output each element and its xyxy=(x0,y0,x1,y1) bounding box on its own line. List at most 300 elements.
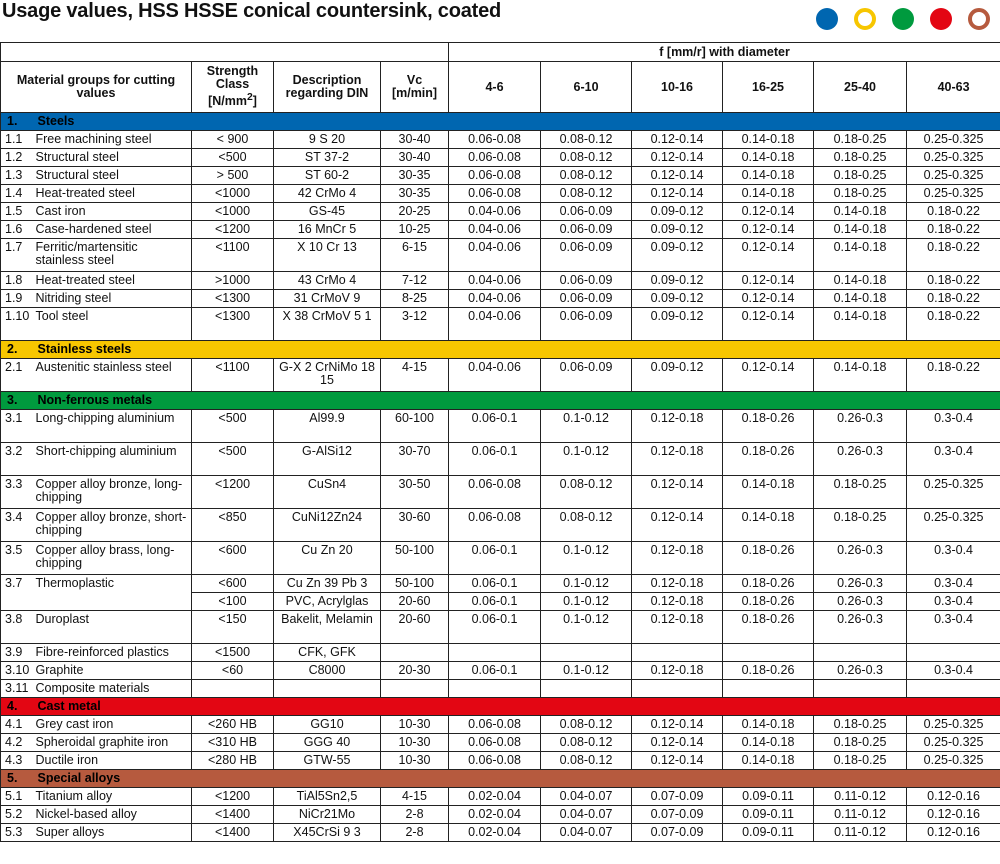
strength-class: <600 xyxy=(192,542,274,575)
din-description xyxy=(274,680,381,698)
feed-value: 0.07-0.09 xyxy=(632,788,723,806)
feed-value: 0.07-0.09 xyxy=(632,806,723,824)
material-name: Grey cast iron xyxy=(34,716,192,734)
feed-value: 0.09-0.12 xyxy=(632,203,723,221)
material-name: Copper alloy brass, long-chipping xyxy=(34,542,192,575)
strength-class: <1400 xyxy=(192,806,274,824)
feed-value: 0.25-0.325 xyxy=(907,509,1000,542)
feed-value: 0.06-0.09 xyxy=(541,203,632,221)
cutting-speed: 20-30 xyxy=(381,662,449,680)
feed-value: 0.12-0.18 xyxy=(632,593,723,611)
page-title: Usage values, HSS HSSE conical countersink, coated xyxy=(2,0,502,22)
strength-class: <150 xyxy=(192,611,274,644)
feed-value: 0.1-0.12 xyxy=(541,575,632,593)
feed-value: 0.14-0.18 xyxy=(723,509,814,542)
material-name: Spheroidal graphite iron xyxy=(34,734,192,752)
din-description: X45CrSi 9 3 xyxy=(274,824,381,842)
din-description: CuNi12Zn24 xyxy=(274,509,381,542)
feed-value: 0.14-0.18 xyxy=(814,272,907,290)
feed-value xyxy=(814,644,907,662)
row-index: 1.2 xyxy=(1,149,34,167)
group-header-row xyxy=(1,341,1000,359)
feed-value: 0.08-0.12 xyxy=(541,476,632,509)
feed-value: 0.1-0.12 xyxy=(541,611,632,644)
feed-value: 0.18-0.25 xyxy=(814,131,907,149)
group-name: Special alloys xyxy=(34,770,1000,788)
cutting-speed: 10-30 xyxy=(381,752,449,770)
feed-value: 0.06-0.09 xyxy=(541,272,632,290)
cutting-speed: 20-60 xyxy=(381,611,449,644)
feed-value: 0.04-0.07 xyxy=(541,824,632,842)
feed-value: 0.06-0.1 xyxy=(449,593,541,611)
diameter-header: 6-10 xyxy=(541,62,632,113)
feed-value: 0.18-0.26 xyxy=(723,662,814,680)
vc-header: Vc [m/min] xyxy=(381,62,449,113)
material-name: Cast iron xyxy=(34,203,192,221)
feed-value: 0.12-0.14 xyxy=(723,272,814,290)
feed-value: 0.02-0.04 xyxy=(449,806,541,824)
row-index: 1.7 xyxy=(1,239,34,272)
feed-value: 0.12-0.14 xyxy=(632,734,723,752)
feed-value: 0.12-0.14 xyxy=(723,221,814,239)
feed-value: 0.3-0.4 xyxy=(907,542,1000,575)
row-index: 5.3 xyxy=(1,824,34,842)
feed-value: 0.12-0.14 xyxy=(632,185,723,203)
feed-value xyxy=(907,644,1000,662)
diameter-header: 16-25 xyxy=(723,62,814,113)
row-index: 1.6 xyxy=(1,221,34,239)
feed-value: 0.18-0.22 xyxy=(907,239,1000,272)
table-row xyxy=(1,443,1000,476)
feed-value: 0.1-0.12 xyxy=(541,443,632,476)
feed-value: 0.14-0.18 xyxy=(723,167,814,185)
feed-value: 0.08-0.12 xyxy=(541,752,632,770)
feed-value: 0.25-0.325 xyxy=(907,734,1000,752)
feed-value: 0.08-0.12 xyxy=(541,185,632,203)
table-row xyxy=(1,575,1000,593)
row-index: 5.1 xyxy=(1,788,34,806)
table-row xyxy=(1,806,1000,824)
strength-class: <500 xyxy=(192,443,274,476)
cutting-speed: 4-15 xyxy=(381,788,449,806)
feed-value: 0.06-0.09 xyxy=(541,290,632,308)
green-dot xyxy=(892,8,914,30)
feed-value xyxy=(632,644,723,662)
feed-value: 0.06-0.08 xyxy=(449,734,541,752)
feed-value: 0.26-0.3 xyxy=(814,542,907,575)
feed-value xyxy=(541,680,632,698)
feed-value: 0.25-0.325 xyxy=(907,131,1000,149)
strength-class: <500 xyxy=(192,149,274,167)
material-name: Titanium alloy xyxy=(34,788,192,806)
feed-value: 0.26-0.3 xyxy=(814,410,907,443)
feed-value: 0.08-0.12 xyxy=(541,716,632,734)
cutting-speed: 60-100 xyxy=(381,410,449,443)
row-index: 4.1 xyxy=(1,716,34,734)
feed-value: 0.18-0.26 xyxy=(723,593,814,611)
feed-value: 0.14-0.18 xyxy=(723,752,814,770)
din-description: GGG 40 xyxy=(274,734,381,752)
feed-value: 0.18-0.22 xyxy=(907,221,1000,239)
feed-value: 0.14-0.18 xyxy=(723,476,814,509)
material-name: Duroplast xyxy=(34,611,192,644)
row-index: 3.7 xyxy=(1,575,34,611)
row-index: 5.2 xyxy=(1,806,34,824)
feed-value: 0.14-0.18 xyxy=(723,149,814,167)
row-index: 1.1 xyxy=(1,131,34,149)
material-name: Composite materials xyxy=(34,680,192,698)
feed-value: 0.09-0.11 xyxy=(723,788,814,806)
feed-value: 0.08-0.12 xyxy=(541,131,632,149)
feed-value: 0.06-0.1 xyxy=(449,575,541,593)
feed-value: 0.08-0.12 xyxy=(541,509,632,542)
cutting-speed: 30-60 xyxy=(381,509,449,542)
feed-value: 0.06-0.08 xyxy=(449,716,541,734)
strength-class: <1300 xyxy=(192,290,274,308)
table-row xyxy=(1,359,1000,392)
table-row xyxy=(1,788,1000,806)
feed-value: 0.26-0.3 xyxy=(814,662,907,680)
feed-value xyxy=(723,644,814,662)
din-description: 31 CrMoV 9 xyxy=(274,290,381,308)
feed-value: 0.26-0.3 xyxy=(814,443,907,476)
feed-value: 0.11-0.12 xyxy=(814,788,907,806)
material-name: Tool steel xyxy=(34,308,192,341)
feed-value: 0.18-0.26 xyxy=(723,611,814,644)
page-header xyxy=(0,0,1000,42)
feed-value: 0.18-0.25 xyxy=(814,476,907,509)
feed-group-header: f [mm/r] with diameter xyxy=(449,43,1000,62)
feed-value: 0.26-0.3 xyxy=(814,593,907,611)
feed-value xyxy=(723,680,814,698)
table-row xyxy=(1,185,1000,203)
red-dot xyxy=(930,8,952,30)
feed-value: 0.1-0.12 xyxy=(541,542,632,575)
din-description: GTW-55 xyxy=(274,752,381,770)
feed-value: 0.06-0.08 xyxy=(449,185,541,203)
feed-value: 0.09-0.11 xyxy=(723,824,814,842)
strength-class: <100 xyxy=(192,593,274,611)
strength-header: Strength Class $[N/mm^2]$ xyxy=(192,62,274,113)
cutting-speed: 8-25 xyxy=(381,290,449,308)
din-description: C8000 xyxy=(274,662,381,680)
row-index: 3.9 xyxy=(1,644,34,662)
feed-value: 0.3-0.4 xyxy=(907,662,1000,680)
feed-value: 0.06-0.1 xyxy=(449,410,541,443)
row-index: 3.5 xyxy=(1,542,34,575)
feed-value: 0.14-0.18 xyxy=(723,185,814,203)
strength-class: <1400 xyxy=(192,824,274,842)
feed-value: 0.12-0.16 xyxy=(907,806,1000,824)
feed-value: 0.3-0.4 xyxy=(907,575,1000,593)
feed-value: 0.11-0.12 xyxy=(814,806,907,824)
header-row-columns xyxy=(1,62,1000,113)
material-header: Material groups for cutting values xyxy=(1,62,192,113)
feed-value: 0.18-0.25 xyxy=(814,167,907,185)
feed-value xyxy=(632,680,723,698)
feed-value: 0.3-0.4 xyxy=(907,611,1000,644)
feed-value: 0.09-0.12 xyxy=(632,308,723,341)
strength-class: <1200 xyxy=(192,788,274,806)
feed-value: 0.1-0.12 xyxy=(541,410,632,443)
cutting-speed: 10-25 xyxy=(381,221,449,239)
feed-value: 0.18-0.26 xyxy=(723,542,814,575)
feed-value: 0.06-0.09 xyxy=(541,239,632,272)
strength-class: <1300 xyxy=(192,308,274,341)
table-row xyxy=(1,221,1000,239)
group-number: 1. xyxy=(1,113,34,131)
feed-value: 0.25-0.325 xyxy=(907,752,1000,770)
feed-value: 0.04-0.06 xyxy=(449,308,541,341)
din-description: 42 CrMo 4 xyxy=(274,185,381,203)
feed-value: 0.06-0.1 xyxy=(449,542,541,575)
feed-value: 0.12-0.14 xyxy=(632,752,723,770)
feed-value: 0.18-0.26 xyxy=(723,575,814,593)
din-description: Al99.9 xyxy=(274,410,381,443)
group-header-row xyxy=(1,392,1000,410)
row-index: 3.1 xyxy=(1,410,34,443)
feed-value: 0.12-0.18 xyxy=(632,410,723,443)
feed-value: 0.18-0.25 xyxy=(814,752,907,770)
table-row xyxy=(1,824,1000,842)
yellow-ring-dot xyxy=(854,8,876,30)
feed-value: 0.09-0.12 xyxy=(632,221,723,239)
cutting-speed: 20-60 xyxy=(381,593,449,611)
group-name: Non-ferrous metals xyxy=(34,392,1000,410)
table-row xyxy=(1,662,1000,680)
cutting-speed: 6-15 xyxy=(381,239,449,272)
feed-value: 0.12-0.18 xyxy=(632,662,723,680)
feed-value: 0.3-0.4 xyxy=(907,593,1000,611)
material-name: Nickel-based alloy xyxy=(34,806,192,824)
header-row-top xyxy=(1,43,1000,62)
material-name: Heat-treated steel xyxy=(34,272,192,290)
table-row xyxy=(1,680,1000,698)
strength-class: <1000 xyxy=(192,203,274,221)
strength-class: <1100 xyxy=(192,359,274,392)
material-name: Fibre-reinforced plastics xyxy=(34,644,192,662)
din-description: 9 S 20 xyxy=(274,131,381,149)
group-name: Cast metal xyxy=(34,698,1000,716)
feed-value: 0.04-0.07 xyxy=(541,788,632,806)
feed-value: 0.06-0.1 xyxy=(449,611,541,644)
feed-value: 0.14-0.18 xyxy=(814,239,907,272)
cutting-speed: 2-8 xyxy=(381,824,449,842)
din-description: NiCr21Mo xyxy=(274,806,381,824)
description-header: Description regarding DIN xyxy=(274,62,381,113)
cutting-speed: 7-12 xyxy=(381,272,449,290)
feed-value: 0.25-0.325 xyxy=(907,167,1000,185)
row-index: 1.4 xyxy=(1,185,34,203)
feed-value: 0.18-0.25 xyxy=(814,734,907,752)
feed-value: 0.14-0.18 xyxy=(814,359,907,392)
row-index: 4.2 xyxy=(1,734,34,752)
feed-value: 0.06-0.08 xyxy=(449,476,541,509)
strength-class: <1200 xyxy=(192,476,274,509)
feed-value: 0.18-0.22 xyxy=(907,359,1000,392)
feed-value: 0.04-0.06 xyxy=(449,290,541,308)
feed-value: 0.06-0.08 xyxy=(449,509,541,542)
feed-value: 0.12-0.14 xyxy=(632,476,723,509)
feed-value: 0.04-0.06 xyxy=(449,221,541,239)
row-index: 1.10 xyxy=(1,308,34,341)
strength-class: <600 xyxy=(192,575,274,593)
strength-class: <280 HB xyxy=(192,752,274,770)
strength-class: <1100 xyxy=(192,239,274,272)
material-name: Structural steel xyxy=(34,149,192,167)
cutting-speed: 3-12 xyxy=(381,308,449,341)
feed-value: 0.12-0.14 xyxy=(723,239,814,272)
feed-value: 0.12-0.14 xyxy=(632,167,723,185)
table-row xyxy=(1,644,1000,662)
feed-value: 0.06-0.08 xyxy=(449,167,541,185)
blue-dot xyxy=(816,8,838,30)
feed-value: 0.07-0.09 xyxy=(632,824,723,842)
cutting-speed: 30-40 xyxy=(381,149,449,167)
row-index: 1.8 xyxy=(1,272,34,290)
strength-class: <260 HB xyxy=(192,716,274,734)
din-description: 43 CrMo 4 xyxy=(274,272,381,290)
feed-value: 0.06-0.08 xyxy=(449,131,541,149)
table-row xyxy=(1,149,1000,167)
diameter-header: 25-40 xyxy=(814,62,907,113)
feed-value: 0.26-0.3 xyxy=(814,611,907,644)
feed-value: 0.12-0.18 xyxy=(632,575,723,593)
feed-value: 0.25-0.325 xyxy=(907,716,1000,734)
feed-value: 0.08-0.12 xyxy=(541,149,632,167)
din-description: Cu Zn 20 xyxy=(274,542,381,575)
feed-value: 0.18-0.26 xyxy=(723,443,814,476)
table-row xyxy=(1,509,1000,542)
feed-value: 0.1-0.12 xyxy=(541,593,632,611)
table-row xyxy=(1,203,1000,221)
feed-value: 0.12-0.18 xyxy=(632,443,723,476)
strength-class: <60 xyxy=(192,662,274,680)
feed-value: 0.11-0.12 xyxy=(814,824,907,842)
feed-value: 0.12-0.16 xyxy=(907,824,1000,842)
row-index: 3.8 xyxy=(1,611,34,644)
strength-class: <1200 xyxy=(192,221,274,239)
feed-value: 0.14-0.18 xyxy=(814,203,907,221)
material-name: Long-chipping aluminium xyxy=(34,410,192,443)
feed-value: 0.12-0.16 xyxy=(907,788,1000,806)
material-name: Graphite xyxy=(34,662,192,680)
row-index: 3.10 xyxy=(1,662,34,680)
material-name: Free machining steel xyxy=(34,131,192,149)
din-description: ST 60-2 xyxy=(274,167,381,185)
feed-value: 0.18-0.25 xyxy=(814,716,907,734)
feed-value: 0.04-0.07 xyxy=(541,806,632,824)
material-name: Short-chipping aluminium xyxy=(34,443,192,476)
feed-value: 0.08-0.12 xyxy=(541,734,632,752)
feed-value: 0.06-0.09 xyxy=(541,308,632,341)
feed-value: 0.14-0.18 xyxy=(814,290,907,308)
table-row xyxy=(1,542,1000,575)
feed-value xyxy=(541,644,632,662)
feed-value: 0.14-0.18 xyxy=(814,221,907,239)
material-name: Ductile iron xyxy=(34,752,192,770)
feed-value: 0.06-0.1 xyxy=(449,662,541,680)
cutting-speed: 20-25 xyxy=(381,203,449,221)
feed-value: 0.04-0.06 xyxy=(449,203,541,221)
feed-value: 0.25-0.325 xyxy=(907,185,1000,203)
cutting-speed: 30-40 xyxy=(381,131,449,149)
material-name: Case-hardened steel xyxy=(34,221,192,239)
row-index: 4.3 xyxy=(1,752,34,770)
row-index: 3.11 xyxy=(1,680,34,698)
feed-value: 0.06-0.08 xyxy=(449,149,541,167)
group-header-row xyxy=(1,770,1000,788)
feed-value: 0.1-0.12 xyxy=(541,662,632,680)
cutting-speed: 50-100 xyxy=(381,575,449,593)
feed-value: 0.18-0.22 xyxy=(907,308,1000,341)
row-index: 1.5 xyxy=(1,203,34,221)
table-row xyxy=(1,131,1000,149)
diameter-header: 40-63 xyxy=(907,62,1000,113)
din-description: PVC, Acrylglas xyxy=(274,593,381,611)
row-index: 3.3 xyxy=(1,476,34,509)
feed-value: 0.12-0.18 xyxy=(632,542,723,575)
table-row xyxy=(1,752,1000,770)
feed-value: 0.02-0.04 xyxy=(449,788,541,806)
feed-value xyxy=(449,680,541,698)
feed-value: 0.3-0.4 xyxy=(907,410,1000,443)
cutting-speed: 30-50 xyxy=(381,476,449,509)
diameter-header: 10-16 xyxy=(632,62,723,113)
feed-value: 0.14-0.18 xyxy=(723,131,814,149)
feed-value xyxy=(449,644,541,662)
group-header-row xyxy=(1,698,1000,716)
feed-value: 0.18-0.26 xyxy=(723,410,814,443)
cutting-speed: 30-70 xyxy=(381,443,449,476)
material-name: Thermoplastic xyxy=(34,575,192,611)
feed-value: 0.26-0.3 xyxy=(814,575,907,593)
din-description: Cu Zn 39 Pb 3 xyxy=(274,575,381,593)
strength-class: <500 xyxy=(192,410,274,443)
strength-class: <310 HB xyxy=(192,734,274,752)
table-row xyxy=(1,167,1000,185)
feed-value: 0.18-0.25 xyxy=(814,509,907,542)
table-row xyxy=(1,308,1000,341)
strength-class xyxy=(192,680,274,698)
group-number: 2. xyxy=(1,341,34,359)
feed-value: 0.3-0.4 xyxy=(907,443,1000,476)
feed-value: 0.12-0.14 xyxy=(723,359,814,392)
strength-class: > 500 xyxy=(192,167,274,185)
material-color-legend xyxy=(816,8,990,30)
cutting-speed: 50-100 xyxy=(381,542,449,575)
feed-value: 0.09-0.12 xyxy=(632,290,723,308)
feed-value: 0.12-0.14 xyxy=(632,716,723,734)
material-name: Structural steel xyxy=(34,167,192,185)
feed-value: 0.18-0.25 xyxy=(814,185,907,203)
cutting-speed: 10-30 xyxy=(381,716,449,734)
table-row xyxy=(1,716,1000,734)
header-blank-cell xyxy=(1,43,449,62)
feed-value: 0.09-0.11 xyxy=(723,806,814,824)
feed-value: 0.04-0.06 xyxy=(449,239,541,272)
din-description: GG10 xyxy=(274,716,381,734)
din-description: ST 37-2 xyxy=(274,149,381,167)
feed-value xyxy=(814,680,907,698)
row-index: 2.1 xyxy=(1,359,34,392)
cutting-speed: 10-30 xyxy=(381,734,449,752)
feed-value: 0.12-0.14 xyxy=(632,149,723,167)
din-description: TiAl5Sn2,5 xyxy=(274,788,381,806)
group-number: 4. xyxy=(1,698,34,716)
din-description: X 10 Cr 13 xyxy=(274,239,381,272)
din-description: CFK, GFK xyxy=(274,644,381,662)
